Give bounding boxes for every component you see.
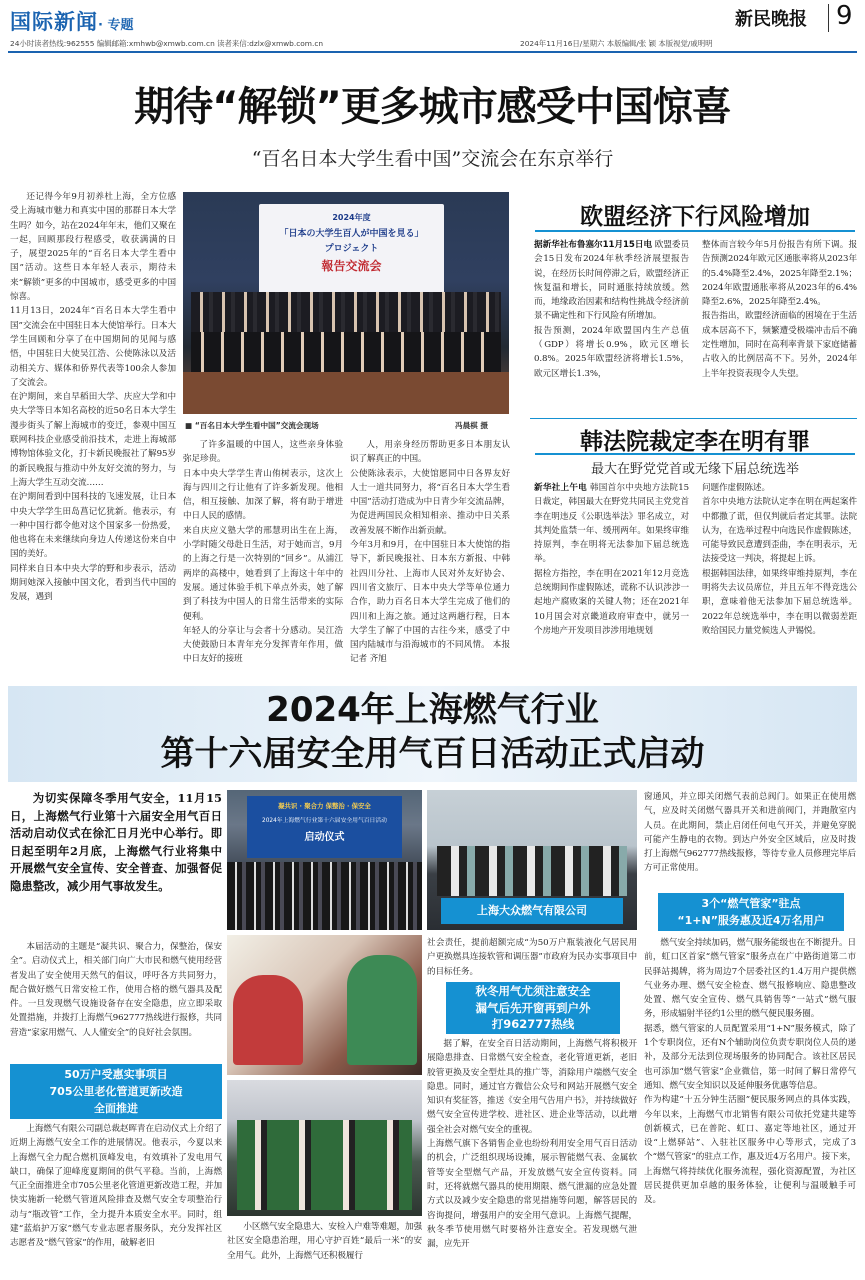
banner-line-2: 「日本の大学生百人が中国を見る」	[279, 229, 424, 239]
gas-photo-volunteers	[227, 1080, 422, 1216]
gas-headline-banner	[8, 686, 857, 782]
eu-col1: 欧盟委员会15日发布2024年秋季经济展望报告说，在经历长时间停滞之后，欧盟经济正恢复温和增长，同时通胀持续放缓。然而，地缘政治因素和结构性挑战令经济前景不确定性和下行风险有所增加。 报告预测，2024年欧盟国内生产总值（GDP）将增长0.9%，欧元区增长0.8%。2025年欧盟经济将增长1.5%，欧元区增长1.3%，	[534, 240, 689, 379]
eu-lead: 据新华社布鲁塞尔11月15日电	[534, 240, 653, 250]
stall-tablecloth: 上海大众燃气有限公司	[441, 898, 623, 924]
gas-col3-text1: 窗通风，并立即关闭燃气表前总阀门。如果正在使用燃气，应及时关闭燃气器具开关和进前阀门，并跑散室内人员。在此期间，禁止启闭任何电气开关，并避免穿脱可能产生静电的衣物。到达户外安全区域后，应及时拨打上海燃气962777热线报修，等待专业人员修理完毕后方可正常使用。	[644, 792, 856, 874]
korea-header-box	[535, 423, 855, 455]
gas-box1	[10, 1064, 222, 1119]
contact-line: 24小时读者热线:962555 编辑邮箱:xmhwb@xmwb.com.cn 读者来信:dzlx@xmwb.com.cn	[10, 39, 324, 48]
gas-photo-consult	[227, 935, 422, 1075]
banner-line-4: 報告交流会	[321, 259, 382, 273]
gas-box3-line2: “1+N”服务惠及近4万名用户	[677, 914, 825, 927]
gas-box3	[658, 893, 844, 931]
eu-header-box	[535, 196, 855, 232]
masthead-rule	[8, 51, 857, 53]
gas-col1-text: 本届活动的主题是“凝共识、聚合力，保整治，保安全”。启动仪式上，相关部门向广大市民和燃气使用经营者发出了安全使用天然气的倡议，呼吁各方共同努力，配合做好燃气日常安检工作，使用合格的燃气器具及配件。一旦发现燃气设施设备存在安全隐患，应立即采取处置措施，并拨打上海燃气962777热线进行报修，共同营造“家家用燃气、人人懂安全”的良好社会氛围。	[10, 942, 222, 1038]
section-title-text: 国际新闻	[10, 10, 98, 34]
japan-photo-caption: ■ “百名日本大学生看中国”交流会现场	[185, 421, 319, 430]
gas-box1-line2: 705公里老化管道更新改造	[49, 1085, 183, 1098]
gas-lead: 为切实保障冬季用气安全，11月15日，上海燃气行业第十六届安全用气百日活动启动仪式在徐汇日月光中心举行。即日起至明年2月底，上海燃气行业将集中开展燃气安全宣传、安全普查、加强督促隐患整改，减少用气事故发生。	[10, 791, 222, 893]
korea-col1-wrap	[534, 481, 689, 681]
date-line: 2024年11月16日/星期六 本版编辑/张 颖 本版视觉/戚明明	[520, 39, 713, 48]
volunteer-group	[237, 1120, 412, 1210]
eu-headline: 欧盟经济下行风险增加	[580, 203, 810, 230]
japan-col2: 了许多温暖的中国人，这些亲身体验弥足珍贵。 日本中央大学学生青山侑树表示，这次上海与四川之行让他有了许多新发现。他相信，相互接触、加深了解，将有助于增进中日人民的感情。 来自庆应义塾大学的邢慧玥出生在上海，小学时随父母赴日生活，对于她而言，9月的上海之行是一次特别的“回乡”。从浦江两岸的高楼中，她看到了上海这十年中的发展。通过体验手机下单点外卖，她了解到了科技为中国人的日常生活带来的实际便利。 年轻人的分享让与会者十分感动。吴江浩大使鼓励日本青年充分发挥青年作用，做中日友好的接班	[183, 440, 343, 665]
masthead-divider	[828, 4, 829, 32]
gas-headline-2: 第十六届安全用气百日活动正式启动	[160, 734, 705, 774]
consult-person-1	[233, 975, 303, 1065]
gas-headline-1: 2024年上海燃气行业	[266, 690, 599, 730]
event-banner	[259, 204, 444, 296]
gas-col3-text2: 燃气安全持续加码，燃气服务能级也在不断提升。日前，虹口区首家“燃气管家”服务点在广中路街道第二市民驿站揭牌，将为周边7个居委社区约1.4万用户提供燃气业务办理、燃气安全检查、燃气报修响应、隐患整改处置、燃气安全宣传、燃气具销售等“一站式”燃气服务，形成辐射半径约1公里的燃气便民服务圈。 据悉，燃气管家的人员配置采用“1+N”服务模式，除了1个专职岗位，还有N个辅助岗位负责专职岗位人员的递补，及部分无法到位现场服务的协同配合。该社区居民也可添加“燃气管家”企业微信，第一时间了解日常停气通知、燃气安全知识以及延伸服务优惠等信息。 作为构建“十五分钟生活圈”便民服务网点的具体实践，今年以来，上海燃气市北销售有限公司依托党建共建等创新模式，已在普陀、虹口、嘉定等地社区，通过开设“上燃驿站”、入驻社区服务中心等形式，完成了3个“燃气管家”的驻点工作，惠及近4万名用户。接下来，上海燃气将持续优化服务流程，强化资源配置，为社区居民提供更加卓越的服务体验，让便利与温暖触手可及。	[644, 938, 856, 1206]
stage-floor	[183, 372, 509, 414]
gas-box2-line1: 秋冬用气尤须注意安全	[475, 984, 591, 998]
gas-col2-text1: 社会责任，提前超额完成“为50万户瓶装液化气居民用户更换燃具连接软管和调压器”市政府为民办实事项目中的目标任务。	[427, 938, 637, 977]
gas-col1-text2: 上海燃气有限公司副总裁赵晖青在启动仪式上介绍了近期上海燃气安全工作的进展情况。他表示，今夏以来上海燃气全力配合燃机顶峰发电，有效填补了发电用气缺口，确保了迎峰度夏期间的供气平稳。当前，上海燃气正全面推进全市705公里老化管道更新改造工程，并加快实施新一轮燃气管道风险排查及燃气安全专项整治行动与“瓶改管”工作，全力提升本质安全水平。同时，组建“蓝焰护万家”燃气专业志愿者服务队，充分发挥社区志愿者及“燃气管家”的作用，破解老旧	[10, 1124, 222, 1249]
gas-box1-line3: 全面推进	[94, 1102, 138, 1115]
korea-lead: 新华社上午电	[534, 483, 587, 493]
eu-korea-rule	[530, 418, 857, 419]
ceremony-banner-3: 启动仪式	[304, 832, 345, 843]
korea-subhead: 最大在野党党首或无缘下届总统选举	[590, 462, 799, 477]
ceremony-banner	[247, 796, 402, 858]
japan-col1: 还记得今年9月初养杜上海，全方位感受上海城市魅力和真实中国的那群日本大学生吗？如今，站在2024年年末，他们又聚在一起，回顾那段行程感受，收获满满的日子，展望2025年的“百名日本大学生看中国”活动。这些日本年轻人表示，期待未来“解锁”更多的中国城市，感受更多的中国惊喜。 11月13日，2024年“百名日本大学生看中国”交流会在中国驻日本大使馆举行。日本大学生回顾和分享了在中国期间的见闻与感悟，中国驻日大使吴江浩、公使陈泳以及活动相关方、媒体和侨界代表等100余人参加了交流会。 在沪期间，来自早稻田大学、庆应大学和中央大学等日本知名高校的近50名日本大学生漫步街头了解上海城市的变迁，参观中国互联网科技企业感受前沿技术，走进上海城部博物馆体验文化，打卡新民晚报社了解95岁的新民晚报与推动中外友好交流的努力，与上海大学生互动交流…… 在沪期间看到中国科技的飞速发展，让日本中央大学学生田岛菖记忆犹新。他表示，有一种中国行都令他对这个国家多一份热爱，他也将在未来继续向身边人传递这份来自中国的美好。 同样来自日本中央大学的野和步表示，活动期间她深入接触中国文化，看到当代中国的发展，遇到	[10, 192, 176, 603]
group-row-front	[191, 332, 501, 372]
section-suffix: · 专题	[98, 18, 134, 33]
consult-person-2	[347, 955, 417, 1065]
japan-col3: 人，用亲身经历帮助更多日本朋友认识了解真正的中国。 公使陈泳表示，大使馆愿同中日各界友好人士一道共同努力，将“百名日本大学生看中国”活动打造成为中日青少年交流品牌，为促进两国民众相知相亲、推动中日关系改善发展不断作出新贡献。 今年3月和9月，在中国驻日本大使馆的指导下，新民晚报社、日本东方新报、中韩社四川分社、上海市人民对外友好协会、四川省文旅厅、日本中央大学等单位通力合作，助力百名日本大学生完成了他们的四川和上海之旅。通过这两趟行程，日本大学生了解了中国的古往今来，感受了中国内陆城市与沿海城市的不同风情。 本报记者 齐旭	[350, 440, 510, 665]
paper-name: 新民晚报	[735, 9, 807, 30]
page-number: 9	[836, 1, 853, 31]
japan-headline: 期待“解锁”更多城市感受中国惊喜	[134, 84, 731, 130]
ceremony-audience	[227, 862, 422, 930]
gas-box2-line3: 打962777热线	[491, 1017, 575, 1031]
japan-subhead: “百名日本大学生看中国”交流会在东京举行	[251, 148, 614, 170]
gas-col2-text3: 小区燃气安全隐患大、安检入户难等难题，加强社区安全隐患治理，用心守护百姓“最后一米”的安全用气。此外，上海燃气还积极履行	[227, 1222, 422, 1261]
korea-col2: 问题作虚假陈述。 首尔中央地方法院认定李在明在两起案件中都撒了谎，但仅判就后者定其罪。法院认为，在选举过程中向选民作虚假陈述，可能导致民意遭到歪曲，李在明表示，无法接受这一判决，将提起上诉。 根据韩国法律，如果终审维持原判，李在明将失去议员席位，并且五年不得竞选公职，意味着他无法参加下届总统选举。2022年总统选举中，李在明以微弱差距败给国民力量党候选人尹锡悦。	[702, 483, 857, 636]
korea-col1: 韩国首尔中央地方法院15日裁定，韩国最大在野党共同民主党党首李在明违反《公职选举法》罪名成立，对其判处监禁一年、缓刑两年。如果终审维持原判，李在明将无法参加下届总统选举。 据检方指控，李在明在2021年12月竞选总统期间作虚假陈述，谎称不认识涉涉一起地产腐败案的关键人物；还在2021年10月国会对京畿道政府审查中，就另一个房地产开发项目涉涉用地规划	[534, 483, 689, 636]
gas-photo-ceremony	[227, 790, 422, 930]
gas-box1-line1: 50万户受惠实事项目	[64, 1068, 168, 1081]
gas-box3-line1: 3个“燃气管家”驻点	[701, 897, 801, 910]
gas-photo-stall	[427, 790, 637, 930]
gas-col2-text2: 据了解，在安全百日活动期间，上海燃气将积极开展隐患排查、日常燃气安全检查，老化管道更新，老旧胶管更换及安全型灶具的推广等，消除用户端燃气安全隐患。同时，通过官方微信公众号和网站开展燃气安全知识有奖征答，推送《安全用气告用户书》，并持续做好燃气安全宣传进学校、进社区、进企业等活动，以此增强全社会对燃气安全的重视。 上海燃气旗下各销售企业也纷纷利用安全用气百日活动的机会，广泛组织现场设摊，展示智能燃气表、金属软管等安全型燃气产品，开发放燃气安全宣传资料。同时，还将就燃气器具的使用期限、燃气泄漏的应急处置方式以及减少安全隐患的常见措施等问题，解答居民的咨询提问，增强用户的安全用气意识。上海燃气提醒，秋冬季节使用燃气时要格外注意安全。若发现燃气泄漏，应先开	[427, 1039, 637, 1250]
stall-staff	[437, 846, 627, 896]
japan-photo	[183, 192, 509, 414]
section-title	[10, 6, 133, 36]
banner-line-3: プロジェクト	[324, 244, 379, 254]
eu-col1-wrap	[534, 238, 689, 416]
banner-line-1: 2024年度	[332, 213, 371, 222]
gas-box2	[446, 982, 620, 1034]
ceremony-banner-2: 2024年上海燃气行业第十六届安全用气百日活动	[262, 818, 387, 824]
japan-photo-credit: 冯晨棋 摄	[455, 421, 489, 430]
gas-box2-line2: 漏气后先开窗再到户外	[475, 1000, 591, 1015]
korea-headline: 韩法院裁定李在明有罪	[580, 428, 810, 455]
eu-col2: 整体而言较今年5月份报告有所下调。报告预测2024年欧元区通胀率将从2023年的5.4%降至2.4%，2025年降至2.1%；2024年欧盟通胀率将从2023年的6.4%降至2.6%，2025年降至2.4%。 报告指出，欧盟经济面临的困境在于生活成本居高不下，频繁遭受极端冲击后不确定性增加，同时在高利率背景下家庭储蓄占收入的比例居高不下。另外，2024年上半年投资表现令人失望。	[702, 240, 857, 379]
ceremony-banner-1: 凝共识 · 聚合力 保整治 · 保安全	[278, 802, 371, 810]
